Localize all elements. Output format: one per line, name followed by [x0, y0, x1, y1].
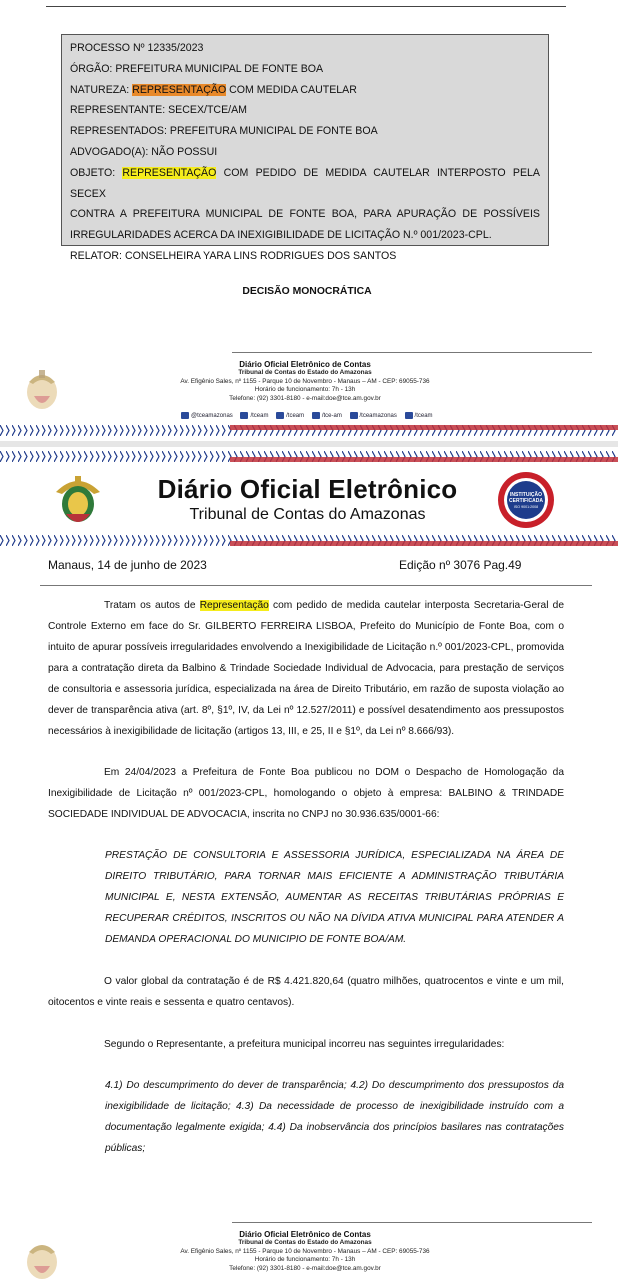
- natureza-label: NATUREZA:: [70, 83, 133, 96]
- footer-address-block: [174, 361, 436, 403]
- processo-line: PROCESSO Nº 12335/2023: [70, 42, 204, 54]
- tce-crest-icon: [48, 470, 108, 530]
- p4-text: Segundo o Representante, a prefeitura municipal incorreu nas seguintes irregularidades:: [104, 1039, 505, 1050]
- social-soundcloud[interactable]: /tceam: [414, 413, 433, 420]
- p3-text: O valor global da contratação é de R$ 4.421.820,64 (quatro milhões, quatrocentos e vinte e um mil, oitocentos e vinte reais e sessenta e quatro centavos).: [48, 976, 564, 1008]
- iso-certification-badge: [497, 471, 555, 529]
- footer-org: Tribunal de Contas do Estado do Amazonas: [238, 369, 372, 377]
- quote-2: 4.1) Do descumprimento do dever de transparência; 4.2) Do descumprimento dos pressupostos da inexigibilidade de licitação; 4.3) Da necessidade de processo de inexigibilidade instruído com a documentação legalmente exigida; 4.4) Da inobservância dos princípios basilares nas contratações públicas;: [105, 1080, 564, 1154]
- footer-hours: Horário de funcionamento: 7h - 13h: [254, 1256, 356, 1264]
- facebook-icon: [240, 412, 248, 419]
- flickr-icon: [312, 412, 320, 419]
- objeto-rest: COM PEDIDO DE MEDIDA CAUTELAR INTERPOSTO PELA SECEX: [70, 166, 540, 200]
- natureza-highlight: REPRESENTAÇÃO: [132, 83, 227, 96]
- social-twitter[interactable]: /tceam: [286, 413, 305, 420]
- badge-line-1: INSTITUIÇÃO: [510, 492, 542, 498]
- representante-line: REPRESENTANTE: SECEX/TCE/AM: [70, 104, 247, 117]
- banner-strip-bottom: [0, 535, 618, 546]
- advogado-line: ADVOGADO(A): NÃO POSSUI: [70, 145, 218, 158]
- paragraph-3: [48, 971, 564, 1013]
- footer-org: Tribunal de Contas do Estado do Amazonas: [238, 1239, 372, 1247]
- social-links: [175, 412, 433, 419]
- p1-intro: Tratam os autos de: [104, 600, 200, 611]
- footer-rule: [232, 352, 592, 353]
- footer-rule: [232, 1222, 592, 1223]
- social-flickr[interactable]: /tce-am: [321, 413, 342, 420]
- badge-line-2: CERTIFICADA: [509, 498, 543, 504]
- objeto-highlight: REPRESENTAÇÃO: [122, 166, 217, 179]
- representados-line: REPRESENTADOS: PREFEITURA MUNICIPAL DE FONTE BOA: [70, 125, 378, 138]
- p2-text: Em 24/04/2023 a Prefeitura de Fonte Boa publicou no DOM o Despacho de Homologação da Inexigibilidade de Licitação nº 001/2023-CPL, homologando o objeto à empresa: BALBINO & TRINDADE SOCIEDADE INDIVIDUAL DE ADVOCACIA, inscrita no CNPJ no 30.936.635/0001-66:: [48, 767, 564, 820]
- footer-address: Av. Efigênio Sales, nº 1155 - Parque 10 de Novembro - Manaus – AM - CEP: 69055-736: [180, 1247, 430, 1255]
- youtube-icon: [350, 412, 358, 419]
- footer-hours: Horário de funcionamento: 7h - 13h: [254, 386, 356, 394]
- decision-title: DECISÃO MONOCRÁTICA: [242, 286, 372, 297]
- social-instagram[interactable]: @tceamazonas: [191, 413, 233, 420]
- p1-rest: com pedido de medida cautelar interposta Secretaria-Geral de Controle Externo em face do Sr. GILBERTO FERREIRA LISBOA, Prefeito do Município de Fonte Boa, com o intuito de apurar possíveis irregularidades envolvendo a Inexigibilidade de Licitação n.º 001/2023-CPL, promovida para a contratação direta da Balbino & Trindade Sociedade Individual de Advocacia, para prestação de serviços de consultoria e assessoria jurídica, especializada na área de Direito Tributário, em razão de suposta violação ao dever de transparência ativa (art. 8º, §1º, IV, da Lei nº 12.527/2011) e possível desatendimento aos pressupostos necessários à inexigibilidade de licitação (artigos 13, III, e 25, II e §1º, da Lei nº 8.666/93).: [48, 600, 564, 737]
- objeto-line-3: IRREGULARIDADES ACERCA DA INEXIGIBILIDADE DE LICITAÇÃO N.º 001/2023-CPL.: [70, 229, 492, 242]
- footer-title: Diário Oficial Eletrônico de Contas: [239, 360, 371, 369]
- soundcloud-icon: [405, 412, 413, 419]
- objeto-line-2: CONTRA A PREFEITURA MUNICIPAL DE FONTE BOA, PARA APURAÇÃO DE POSSÍVEIS: [70, 208, 540, 221]
- twitter-icon: [276, 412, 284, 419]
- footer-address: Av. Efigênio Sales, nº 1155 - Parque 10 de Novembro - Manaus – AM - CEP: 69055-736: [180, 377, 430, 385]
- footer-contact: Telefone: (92) 3301-8180 - e-mail:doe@tce.am.gov.br: [229, 394, 381, 402]
- instagram-icon: [181, 412, 189, 419]
- case-info-box: [61, 34, 549, 262]
- edition-number: Edição nº 3076 Pag.49: [399, 558, 522, 572]
- paragraph-2: [48, 762, 564, 825]
- paragraph-1: [48, 595, 564, 742]
- header-rule: [40, 585, 592, 586]
- relator-line: RELATOR: CONSELHEIRA YARA LINS RODRIGUES DOS SANTOS: [70, 249, 397, 262]
- social-youtube[interactable]: /tceamazonas: [359, 413, 397, 420]
- objeto-line-1: [70, 163, 540, 205]
- banner-strip-top: [0, 451, 618, 462]
- top-rule: [46, 6, 566, 7]
- objeto-label: OBJETO:: [70, 166, 123, 179]
- natureza-line: [70, 80, 540, 101]
- footer-contact: Telefone: (92) 3301-8180 - e-mail:doe@tce.am.gov.br: [229, 1264, 381, 1272]
- orgao-line: ÓRGÃO: PREFEITURA MUNICIPAL DE FONTE BOA: [70, 62, 324, 75]
- footer-address-block: [174, 1231, 436, 1273]
- natureza-rest: COM MEDIDA CAUTELAR: [226, 83, 357, 96]
- paragraph-4: [48, 1034, 564, 1055]
- tce-crest-icon: [24, 1232, 60, 1282]
- decorative-strip: [0, 425, 618, 436]
- page-gap: [0, 441, 618, 447]
- edition-date: Manaus, 14 de junho de 2023: [48, 558, 207, 572]
- tce-crest-icon: [24, 362, 60, 412]
- social-facebook[interactable]: /tceam: [250, 413, 269, 420]
- badge-line-3: ISO 9001:2008: [513, 505, 539, 509]
- footer-title: Diário Oficial Eletrônico de Contas: [239, 1230, 371, 1239]
- banner-title: Diário Oficial Eletrônico: [157, 474, 458, 504]
- quote-1: PRESTAÇÃO DE CONSULTORIA E ASSESSORIA JURÍDICA, ESPECIALIZADA NA ÁREA DE DIREITO TRIBUTÁRIO, PARA TORNAR MAIS EFICIENTE A ADMINISTRAÇÃO TRIBUTÁRIA MUNICIPAL E, NESTA EXTENSÃO, AUMENTAR AS RECEITAS TRIBUTÁRIAS PRÓPRIAS E RECUPERAR CRÉDITOS, INSCRITOS OU NÃO NA DÍVIDA ATIVA MUNICIPAL PARA ATENDER A DEMANDA OPERACIONAL DO MUNICIPIO DE FONTE BOA/AM.: [105, 850, 564, 945]
- p1-highlight: Representação: [199, 600, 269, 611]
- banner-subtitle: Tribunal de Contas do Amazonas: [189, 506, 426, 523]
